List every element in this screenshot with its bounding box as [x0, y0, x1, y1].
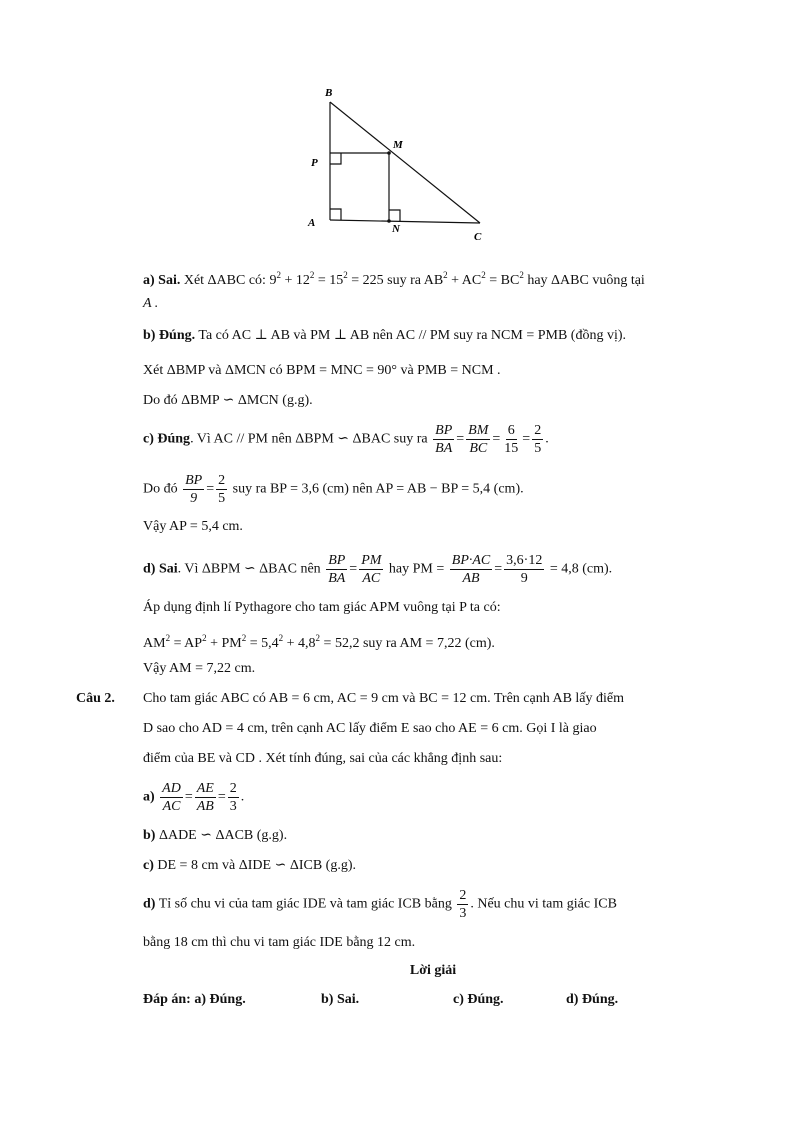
q1-part-d: d) Sai. Vì ΔBPM ∽ ΔBAC nên $\frac{BP}{BA}$ = $\frac{PM}{AC}$ hay PM = $\frac{BP\cdot AC}{AB}$ = $\frac{3,6\cdot 12}{9}$ = 4,8 (cm).	[143, 553, 613, 586]
q1-part-b-3: Do đó ΔBMP ∽ ΔMCN (g.g).	[143, 393, 313, 408]
q1-part-c: c) Đúng. Vì AC // PM nên ΔBPM ∽ ΔBAC suy ra $\frac{BP}{BA}$ = $\frac{BM}{BC}$ = $\frac{6}{15}$ = $\frac{2}{5}$ .	[143, 423, 549, 456]
q1-part-c-2: Do đó $\frac{BP}{9}$ = $\frac{2}{5}$ suy ra BP = 3,6 (cm) nên AP = AB − BP = 5,4 (cm).	[143, 473, 524, 506]
answer-b: b) Sai.	[321, 992, 360, 1007]
segment-ac	[330, 220, 480, 223]
label-c: C	[474, 231, 482, 243]
answer-d: d) Đúng.	[566, 992, 619, 1007]
q2-claim-d: d) Tỉ số chu vi của tam giác IDE và tam giác ICB bằng $\frac{2}{3}$ . Nếu chu vi tam giác ICB	[143, 888, 617, 921]
q2-line-3: điểm của BE và CD . Xét tính đúng, sai của các khẳng định sau:	[143, 751, 503, 766]
right-angle-p	[330, 153, 341, 164]
q1-part-c-3: Vậy AP = 5,4 cm.	[143, 519, 243, 534]
q2-line-2: D sao cho AD = 4 cm, trên cạnh AC lấy điểm E sao cho AE = 6 cm. Gọi I là giao	[143, 721, 597, 736]
label-n: N	[392, 223, 400, 235]
right-angle-n	[389, 210, 400, 221]
label-a: A	[308, 217, 316, 229]
answer-row	[143, 991, 723, 1009]
q1-part-a-cont: A .	[143, 296, 159, 311]
segment-bc	[330, 102, 480, 223]
answer-c: c) Đúng.	[453, 992, 504, 1007]
solution-title: Lời giải	[409, 963, 457, 978]
triangle-figure	[300, 80, 500, 245]
q1-part-d-2: Áp dụng định lí Pythagore cho tam giác APM vuông tại P ta có:	[143, 600, 501, 615]
label-b: B	[325, 87, 333, 99]
q2-claim-b: b) ΔADE ∽ ΔACB (g.g).	[143, 828, 288, 843]
label-p: P	[311, 157, 318, 169]
q2-line-1: Cho tam giác ABC có AB = 6 cm, AC = 9 cm và BC = 12 cm. Trên cạnh AB lấy điểm	[143, 691, 624, 706]
q1-part-d-3: $AM^2 = AP^2 + PM^2 = 5,4^2 + 4,8^2 = 52,2$ suy ra AM = 7,22 (cm).	[143, 633, 495, 651]
q2-claim-d-cont: bằng 18 cm thì chu vi tam giác IDE bằng 12 cm.	[143, 935, 416, 950]
q2-label: Câu 2.	[76, 691, 115, 706]
q2-claim-a: a) $\frac{AD}{AC}$ = $\frac{AE}{AB}$ = $\frac{2}{3}$ .	[143, 781, 245, 814]
label-m: M	[393, 139, 403, 151]
q1-part-b: b) Đúng. Ta có AC ⊥ AB và PM ⊥ AB nên AC // PM suy ra NCM = PMB (đồng vị).	[143, 328, 627, 343]
q2-claim-c: c) DE = 8 cm và ΔIDE ∽ ΔICB (g.g).	[143, 858, 356, 873]
q1-part-b-2: Xét ΔBMP và ΔMCN có BPM = MNC = 90° và PMB = NCM .	[143, 363, 501, 378]
q1-part-d-4: Vậy AM = 7,22 cm.	[143, 661, 256, 676]
right-angle-a	[330, 209, 341, 220]
answer-a: Đáp án: a) Đúng.	[143, 992, 246, 1007]
q1-part-a: a) Sai. Xét ΔABC có: $9^2 + 12^2 = 15^2 = 225$ suy ra $AB^2 + AC^2 = BC^2$ hay ΔABC vuông tại	[143, 270, 645, 288]
